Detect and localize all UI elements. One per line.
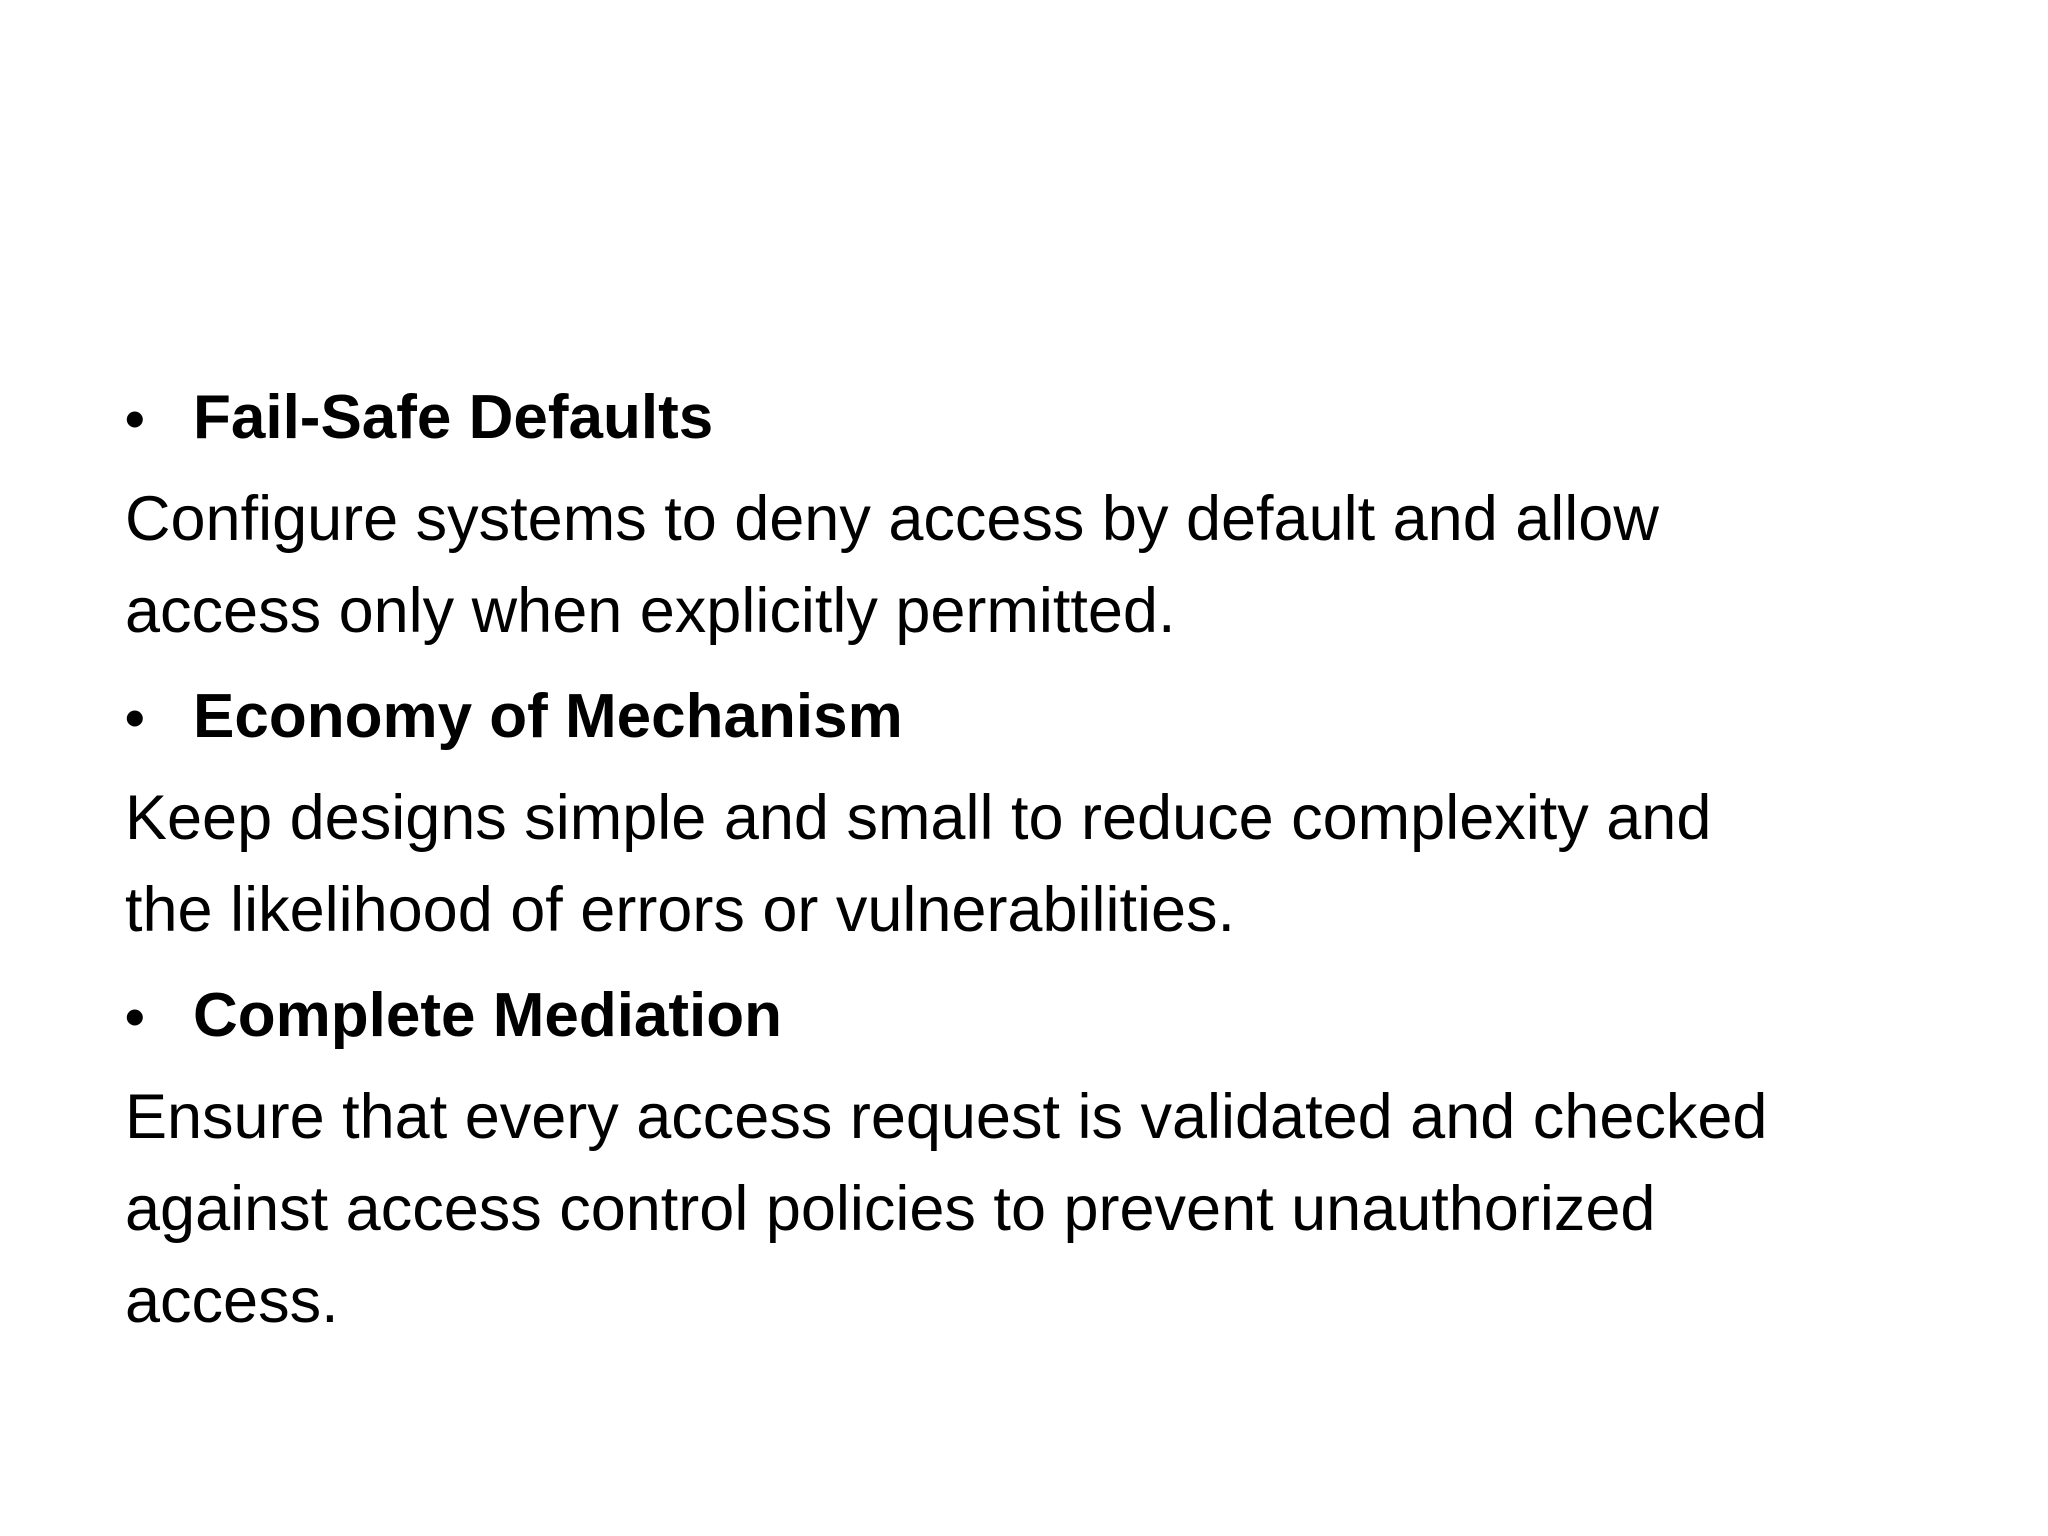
bullet-dot-icon: • <box>125 387 145 450</box>
bullet-description: Keep designs simple and small to reduce complexity and the likelihood of errors or vulnerabilities. <box>125 783 1712 945</box>
bullet-heading: Fail-Safe Defaults <box>193 383 714 452</box>
bullet-dot-icon: • <box>125 686 145 749</box>
bullet-description: Configure systems to deny access by default and allow access only when explicitly permitted. <box>125 484 1659 646</box>
bullet-item-complete-mediation <box>125 970 1975 1063</box>
bullet-dot-icon: • <box>125 985 145 1048</box>
bullet-item-economy-of-mechanism <box>125 671 1975 764</box>
bullet-description: Ensure that every access request is validated and checked against access control policies to prevent unauthorized access. <box>125 1082 1768 1336</box>
bullet-item-fail-safe-defaults <box>125 372 1975 465</box>
bullet-heading: Complete Mediation <box>193 981 783 1050</box>
slide-content <box>125 372 1975 1361</box>
bullet-heading: Economy of Mechanism <box>193 682 903 751</box>
